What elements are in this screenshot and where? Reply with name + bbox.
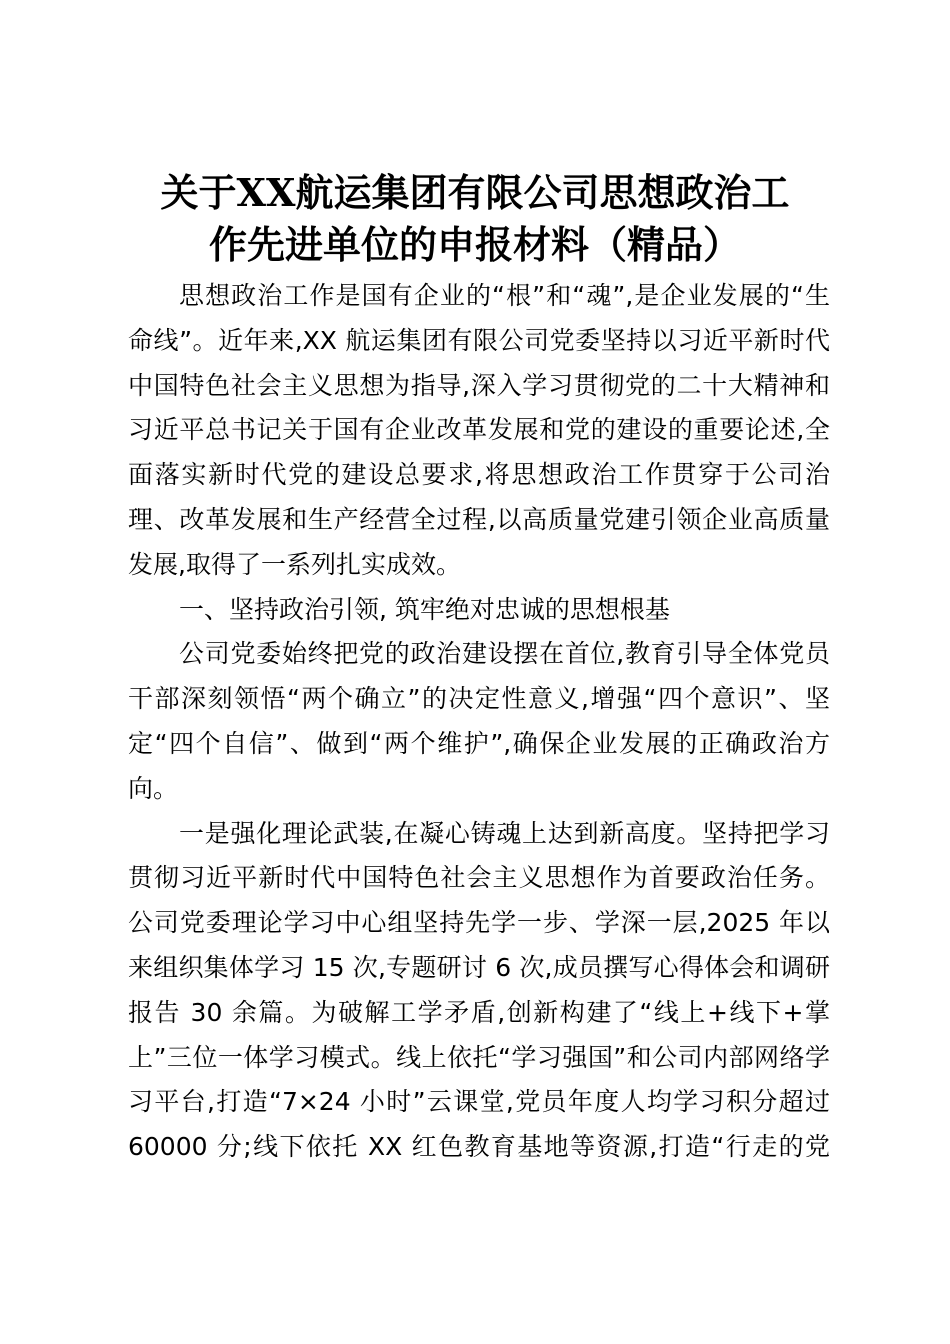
text-line: 干部深刻领悟“两个确立”的决定性意义,增强“四个意识”、坚	[128, 684, 830, 714]
heading-line: 一、坚持政治引领, 筑牢绝对忠诚的思想根基	[179, 594, 670, 624]
document-body	[128, 274, 830, 1170]
text-line: 发展,取得了一系列扎实成效。	[128, 549, 461, 579]
paragraph-intro	[128, 274, 830, 588]
text-line: 思想政治工作是国有企业的“根”和“魂”,是企业发展的“生	[179, 281, 830, 310]
title-line: 关于XX航运集团有限公司思想政治工	[160, 170, 790, 215]
text-line: 报告 30 余篇。为破解工学矛盾,创新构建了“线上+线下+掌	[128, 997, 830, 1027]
text-line: 定“四个自信”、做到“两个维护”,确保企业发展的正确政治方	[128, 728, 830, 758]
text-line: 公司党委始终把党的政治建设摆在首位,教育引导全体党员	[179, 639, 830, 669]
text-line: 习平台,打造“7×24 小时”云课堂,党员年度人均学习积分超过	[128, 1087, 830, 1117]
text-line: 中国特色社会主义思想为指导,深入学习贯彻党的二十大精神和	[128, 370, 830, 400]
paragraph-theory-study	[128, 812, 830, 1170]
text-line: 上”三位一体学习模式。线上依托“学习强国”和公司内部网络学	[128, 1042, 830, 1072]
title-line: 作先进单位的申报材料（精品）	[208, 222, 741, 267]
text-line: 60000 分;线下依托 XX 红色教育基地等资源,打造“行走的党	[128, 1132, 830, 1162]
section-heading	[128, 588, 830, 633]
text-line: 贯彻习近平新时代中国特色社会主义思想作为首要政治任务。	[128, 863, 830, 893]
text-line: 命线”。近年来,XX 航运集团有限公司党委坚持以习近平新时代	[128, 325, 830, 355]
text-line: 面落实新时代党的建设总要求,将思想政治工作贯穿于公司治	[128, 460, 830, 490]
text-line: 来组织集体学习 15 次,专题研讨 6 次,成员撰写心得体会和调研	[128, 952, 830, 982]
text-line: 理、改革发展和生产经营全过程,以高质量党建引领企业高质量	[128, 504, 830, 534]
text-line: 向。	[128, 773, 179, 803]
paragraph-political-building	[128, 632, 830, 811]
text-line: 习近平总书记关于国有企业改革发展和党的建设的重要论述,全	[128, 415, 830, 445]
document-title	[100, 167, 850, 271]
text-line: 一是强化理论武装,在凝心铸魂上达到新高度。坚持把学习	[179, 818, 830, 848]
text-line: 公司党委理论学习中心组坚持先学一步、学深一层,2025 年以	[128, 908, 830, 938]
